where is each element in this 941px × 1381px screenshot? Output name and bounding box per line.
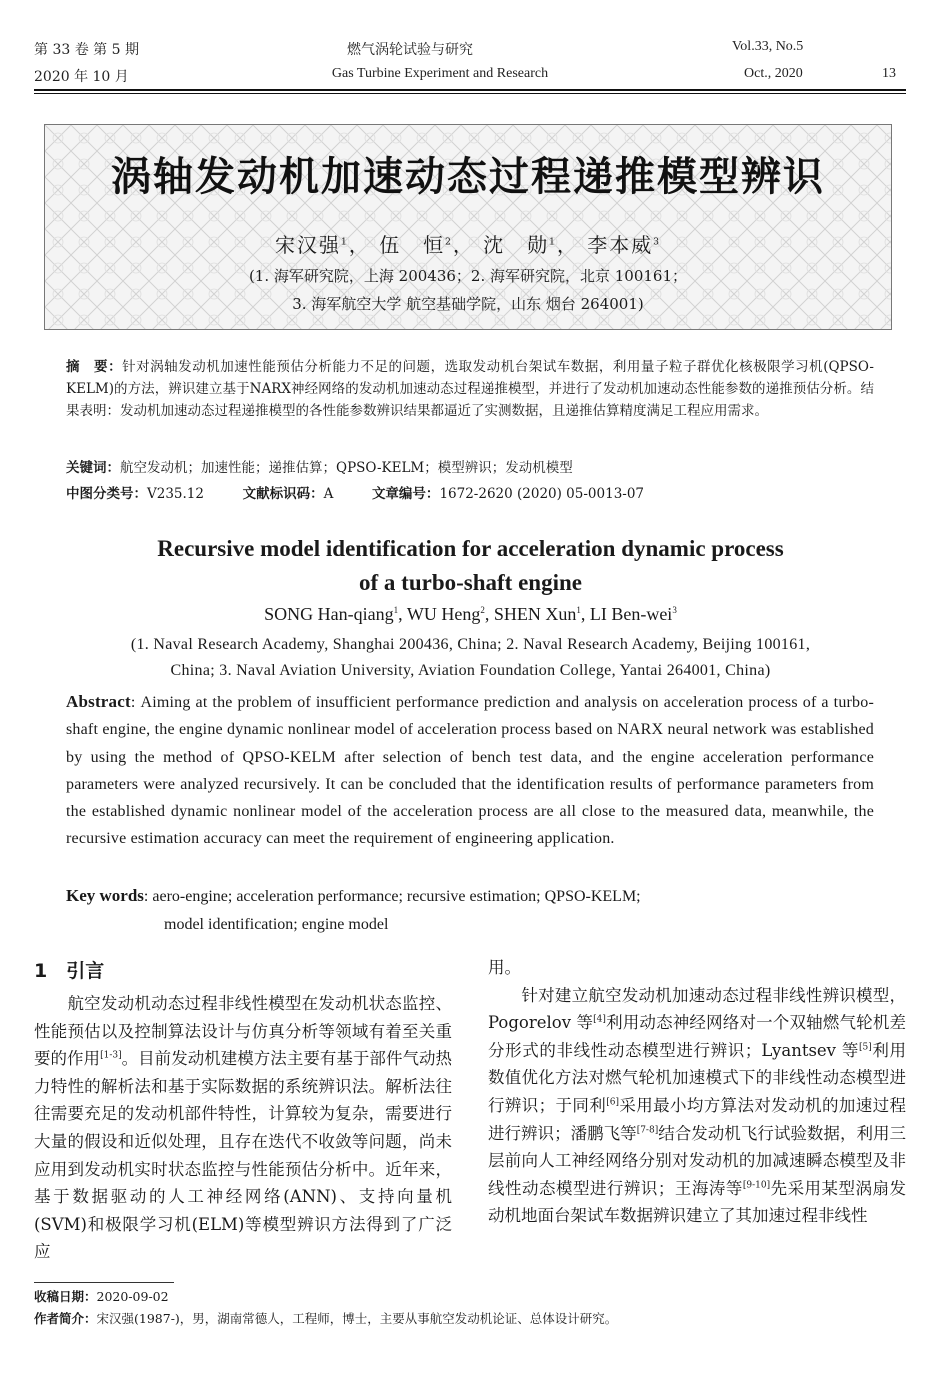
authors-en: SONG Han-qiang$^1$, WU Heng$^2$, SHEN Xun$^1$, LI Ben-wei$^3$: [264, 604, 677, 624]
keywords-cn: [66, 457, 874, 479]
affiliation-en-line2: China; 3. Naval Aviation University, Aviation Foundation College, Yantai 264001, China): [170, 662, 771, 679]
keywords-cn-label: 关键词：: [66, 460, 120, 476]
title-en-line2: of a turbo-shaft engine: [359, 570, 582, 595]
authors-cn: 宋汉强$^1$， 伍 恒$^2$， 沈 勋$^1$， 李本威$^3$: [274, 233, 661, 257]
abstract-cn: [66, 356, 874, 422]
paragraph-text: 。目前发动机建模方法主要有基于部件气动热力特性的解析法和基于实际数据的系统辨识法。解析法往往需要充足的发动机部件特性，计算较为复杂，需要进行大量的假设和近似处理，且存在迭代不收敛等问题，尚未应用到发动机实时状态监控与性能预估分析中。近年来，基于数据驱动的人工神经网络(ANN)、支持向量机(SVM)和极限学习机(ELM)等模型辨识方法得到了广泛应: [34, 1049, 453, 1262]
abstract-cn-label: 摘 要：: [66, 359, 123, 375]
abstract-en: Abstract: Aiming at the problem of insufficient performance prediction and analysis on acceleration process of a turbo-shaft engine, the engine dynamic nonlinear model of acceleration process based on NARX neural network was established by using the method of QPSO-KELM after selection of bench test data, and the engine acceleration performance parameters were analyzed recursively. It can be concluded that the identification results of performance parameters from the established dynamic nonlinear model of the acceleration process are all close to the measured data, meanwhile, the recursive estimation accuracy can meet the requirement of engineering application.: [66, 692, 874, 848]
keywords-en-line1: aero-engine; acceleration performance; recursive estimation; QPSO-KELM;: [152, 888, 641, 905]
received-label: 收稿日期：: [34, 1289, 97, 1304]
abstract-cn-text: 针对涡轴发动机加速性能预估分析能力不足的问题，选取发动机台架试车数据，利用量子粒子群优化核极限学习机(QPSO-KELM)的方法，辨识建立基于NARX神经网络的发动机加速动态过程递推模型，并进行了发动机加速动态性能参数的递推预估分析。结果表明：发动机加速动态过程递推模型的各性能参数辨识结果都逼近了实测数据，且递推估算精度满足工程应用需求。: [66, 359, 874, 419]
citation: [4]: [593, 1014, 606, 1025]
received-date: [34, 1287, 169, 1305]
author-bio-text: 宋汉强(1987-)，男，湖南常德人，工程师，博士，主要从事航空发动机论证、总体设计研究。: [96, 1311, 618, 1326]
author-en: SONG Han-qiang: [264, 604, 394, 624]
header-rule-thick: [34, 89, 906, 91]
paragraph-text: 采用最小均方算法对发动机的加速过程进行辨识；潘鹏飞等: [488, 1095, 907, 1143]
citation: [1-3]: [100, 1050, 122, 1061]
left-column: [34, 990, 452, 1266]
author-sup: 1: [576, 605, 581, 615]
author-en: SHEN Xun: [493, 604, 577, 624]
citation: [6]: [606, 1097, 619, 1108]
paragraph-text: 利用数值优化方法对燃气轮机加速模式下的非线性动态模型进行辨识；于同利: [488, 1040, 906, 1115]
paragraph-text: 结合发动机飞行试验数据，利用三层前向人工神经网络分别对发动机的加减速瞬态模型及非线性动态模型进行辨识；王海涛等: [488, 1123, 907, 1198]
right-column: [488, 954, 906, 1230]
author-sup: 3: [653, 237, 661, 248]
keywords-cn-text: 航空发动机；加速性能；递推估算；QPSO-KELM；模型辨识；发动机模型: [120, 460, 573, 476]
paragraph-text: 针对建立航空发动机加速动态过程非线性辨识模型，Pogorelov 等: [488, 985, 906, 1033]
abstract-en-text: Aiming at the problem of insufficient performance prediction and analysis on acceleration process of a turbo-shaft engine, the engine dynamic nonlinear model of acceleration process based on NARX neural network was established by using the method of QPSO-KELM after selection of bench test data, and the engine acceleration performance parameters were analyzed recursively. It can be concluded that the identification results of performance parameters from the established dynamic nonlinear model of the acceleration process are all close to the measured data, meanwhile, the recursive estimation accuracy can meet the requirement of engineering application.: [66, 694, 874, 848]
citation: [9-10]: [742, 1180, 771, 1191]
date-cn: 2020 年 10 月: [34, 69, 129, 85]
clc-label: 中图分类号：: [66, 486, 147, 502]
doc-code-label: 文献标识码：: [242, 486, 324, 502]
abstract-en-label: Abstract: [66, 692, 131, 711]
title-block: [44, 124, 892, 330]
page-number: 13: [882, 66, 896, 81]
clc-value: V235.12: [147, 486, 204, 502]
author-bio-label: 作者简介：: [34, 1311, 97, 1326]
keywords-en: Key words: aero-engine; acceleration performance; recursive estimation; QPSO-KELM; model identification; engine model: [66, 882, 874, 939]
keywords-en-label: Key words: [66, 886, 144, 905]
author-cn: 李本威: [587, 233, 654, 257]
affiliation-cn-line1: (1. 海军研究院，上海 200436；2. 海军研究院，北京 100161；: [248, 267, 688, 285]
classification-line: [66, 482, 644, 502]
citation: [5]: [859, 1042, 872, 1053]
doc-code-value: A: [323, 486, 334, 502]
author-sup: 3: [672, 605, 677, 615]
title-en-line1: Recursive model identification for acceleration dynamic process: [157, 536, 784, 561]
author-en: LI Ben-wei: [589, 604, 673, 624]
volume-cn: 第 33 卷 第 5 期: [34, 42, 139, 58]
citation: [7-8]: [636, 1125, 659, 1136]
author-sup: 2: [445, 237, 453, 248]
article-no-value: 1672-2620 (2020) 05-0013-07: [439, 486, 645, 502]
section-heading: 1 引言: [34, 960, 105, 982]
paragraph-text: 先采用某型涡扇发动机地面台架试车数据辨识建立了其加速过程非线性: [488, 1178, 907, 1226]
author-cn: 伍 恒: [379, 233, 446, 257]
title-cn: 涡轴发动机加速动态过程递推模型辨识: [111, 154, 825, 200]
header-rule-thin: [34, 93, 906, 94]
author-en: WU Heng: [406, 604, 481, 624]
paragraph-text: 利用动态神经网络对一个双轴燃气轮机差分形式的非线性动态模型进行辨识；Lyantsev 等: [488, 1013, 906, 1060]
date-en: Oct., 2020: [744, 66, 803, 81]
affiliation-en-line1: (1. Naval Research Academy, Shanghai 200436, China; 2. Naval Research Academy, Beijing 100161,: [130, 636, 811, 653]
author-bio: [34, 1309, 617, 1327]
author-sup: 1: [393, 605, 399, 615]
journal-en: Gas Turbine Experiment and Research: [331, 66, 549, 81]
author-cn: 宋汉强: [274, 233, 341, 257]
article-no-label: 文章编号：: [371, 486, 440, 502]
received-value: 2020-09-02: [96, 1289, 169, 1304]
keywords-en-line2: model identification; engine model: [164, 916, 389, 933]
journal-cn: 燃气涡轮试验与研究: [347, 42, 473, 58]
affiliation-cn-line2: 3. 海军航空大学 航空基础学院，山东 烟台 264001): [292, 295, 644, 313]
author-cn: 沈 勋: [483, 233, 550, 257]
author-sup: 2: [480, 605, 485, 615]
author-sup: 1: [340, 237, 349, 248]
author-sup: 1: [549, 237, 557, 248]
paragraph-continuation: 用。: [488, 958, 521, 977]
paragraph-text: 航空发动机动态过程非线性模型在发动机状态监控、性能预估以及控制算法设计与仿真分析等领域有着至关重要的作用: [34, 994, 452, 1069]
footnote-rule: [34, 1282, 174, 1283]
volume-en: Vol.33, No.5: [732, 39, 804, 54]
